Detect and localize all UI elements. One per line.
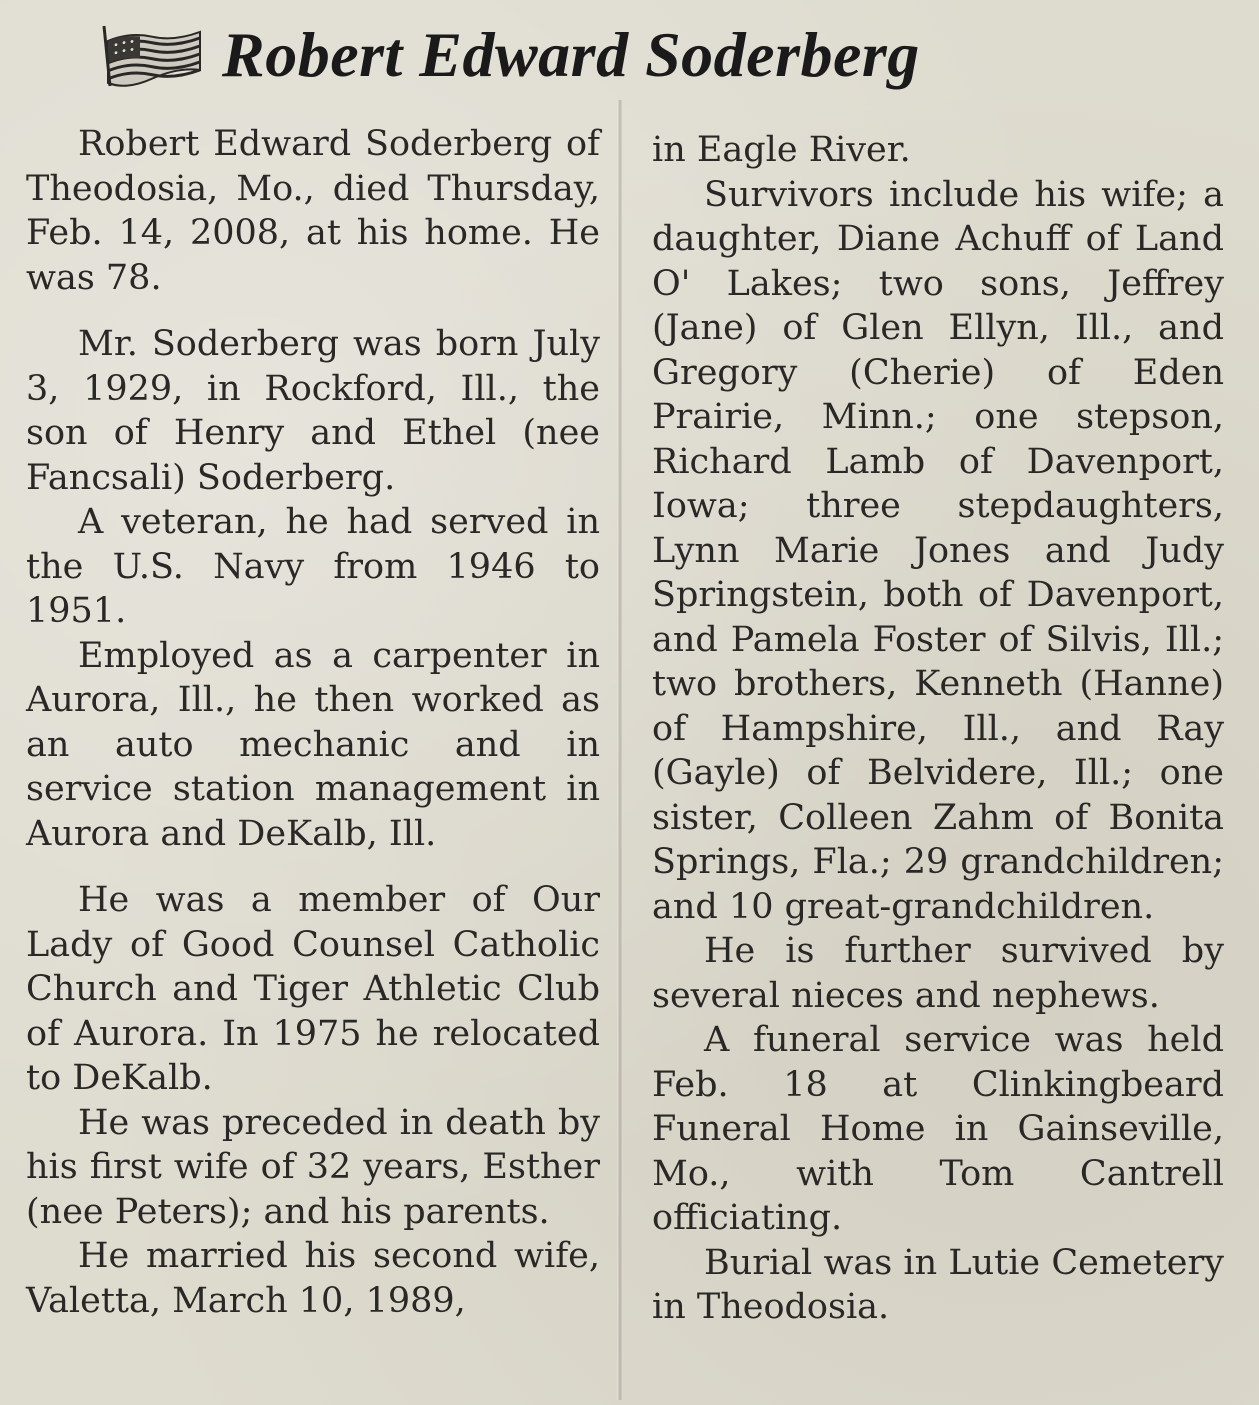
paragraph: He was a member of Our Lady of Good Counsel Catholic Church and Tiger Athletic Club of Aurora. In 1975 he relocated to DeKalb. xyxy=(26,880,600,1098)
paragraph: He is further survived by several nieces and nephews. xyxy=(652,931,1224,1016)
obituary-title: Robert Edward Soderberg xyxy=(222,19,920,90)
paragraph: Robert Edward Soderberg of Theodosia, Mo., died Thursday, Feb. 14, 2008, at his home. He was 78. xyxy=(26,124,600,298)
paragraph: Burial was in Lutie Cemetery in Theodosia. xyxy=(652,1242,1224,1327)
paragraph: Employed as a carpenter in Aurora, Ill., he then worked as an auto mechanic and in service station management in Aurora and DeKalb, Ill. xyxy=(26,635,600,854)
left-column xyxy=(26,122,600,1323)
paragraph: Survivors include his wife; a daughter, Diane Achuff of Land O' Lakes; two sons, Jeffrey (Jane) of Glen Ellyn, Ill., and Gregory (Cherie) of Eden Prairie, Minn.; one stepson, Richard Lamb of Davenport, Iowa; three stepdaughters, Lynn Marie Jones and Judy Springstein, both of Davenport, and Pamela Foster of Silvis, Ill.; two brothers, Kenneth (Hanne) of Hampshire, Ill., and Ray (Gayle) of Belvidere, Ill.; one sister, Colleen Zahm of Bonita Springs, Fla.; 29 grandchildren; and 10 great-grandchildren. xyxy=(652,174,1224,927)
column-fold-line xyxy=(617,100,623,1400)
right-column xyxy=(652,128,1224,1330)
paragraph: Mr. Soderberg was born July 3, 1929, in Rockford, Ill., the son of Henry and Ethel (nee Fancsali) Soderberg. xyxy=(26,324,600,498)
american-flag-icon xyxy=(100,22,204,88)
paragraph: A funeral service was held Feb. 18 at Clinkingbeard Funeral Home in Gainseville, Mo., with Tom Cantrell officiating. xyxy=(652,1020,1224,1238)
paragraph-continued: in Eagle River. xyxy=(652,130,911,170)
headline xyxy=(100,10,1100,100)
paragraph: He married his second wife, Valetta, March 10, 1989, xyxy=(26,1236,600,1321)
paragraph: He was preceded in death by his first wife of 32 years, Esther (nee Peters); and his parents. xyxy=(26,1102,600,1232)
paragraph: A veteran, he had served in the U.S. Navy from 1946 to 1951. xyxy=(26,502,600,631)
